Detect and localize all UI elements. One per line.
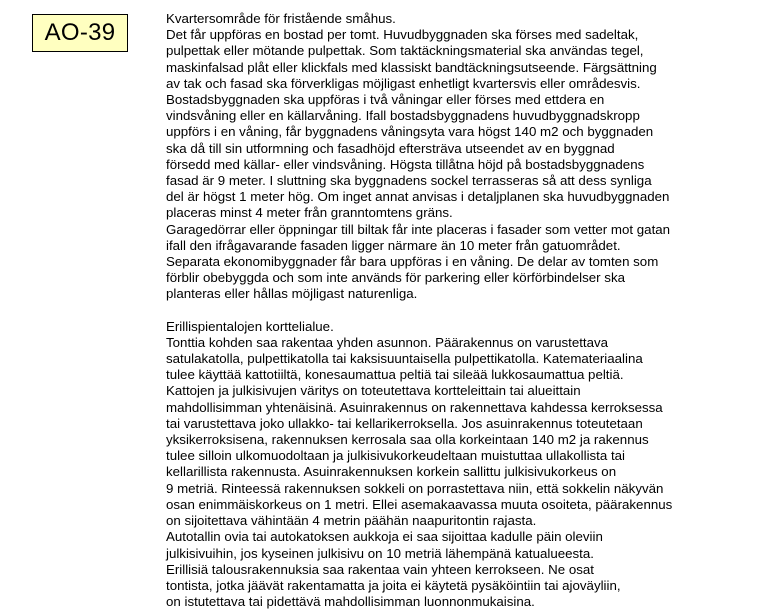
finnish-line: Autotallin ovia tai autokatoksen aukkoja ei saa sijoittaa kadulle päin oleviin — [166, 529, 603, 545]
finnish-line: tontista, jotka jäävät rakentamatta ja joita ei käytetä pysäköintiin tai ajoväyliin, — [166, 577, 621, 593]
finnish-regulation — [166, 319, 771, 611]
swedish-line: förblir obebyggda och som inte används för parkering eller körförbindelser ska — [166, 270, 625, 286]
finnish-line: mahdollisimman yhtenäisinä. Asuinrakennus on rakennettava kahdessa kerroksessa — [166, 399, 663, 415]
finnish-line: kellarillista rakennusta. Asuinrakennuksen korkein sallittu julkisivukorkeus on — [166, 464, 617, 480]
swedish-line: uppförs i en våning, får byggnadens våningsyta vara högst 140 m2 och byggnaden — [166, 124, 654, 140]
finnish-line: Erillisiä talousrakennuksia saa rakentaa vain yhteen kerrokseen. Ne osat — [166, 561, 594, 577]
finnish-heading: Erillispientalojen korttelialue. — [166, 318, 334, 334]
swedish-line: planteras eller hållas möjligast naturenliga. — [166, 286, 418, 302]
swedish-line: vindsvåning eller en källarvåning. Ifall bostadsbyggnadens huvudbyggnadskropp — [166, 108, 640, 124]
swedish-line: placeras minst 4 meter från granntomtens gräns. — [166, 205, 453, 221]
paragraph-gap — [166, 303, 771, 319]
finnish-line: tulee käyttää kattotiiltä, konesaumattua peltiä tai sileää lukkosaumattua peltiä. — [166, 367, 624, 383]
swedish-regulation — [166, 11, 771, 303]
zone-code-badge: AO-39 — [32, 14, 128, 52]
finnish-line: tai varustettava joko ullakko- tai kellarikerroksella. Jos asuinrakennus toteutetaan — [166, 415, 643, 431]
swedish-line: ifall den ifrågavarande fasaden ligger närmare än 10 meter från gatuområdet. — [166, 237, 621, 253]
finnish-line: Kattojen ja julkisivujen väritys on toteutettava kortteleittain tai alueittain — [166, 383, 581, 399]
finnish-line: osan enimmäiskorkeus on 1 metri. Ellei asemakaavassa muuta osoiteta, päärakennus — [166, 496, 673, 512]
finnish-line: tulee silloin ulkomuodoltaan ja julkisivukorkeudeltaan muistuttaa ullakollista tai — [166, 448, 625, 464]
swedish-line: Garagedörrar eller öppningar till biltak får inte placeras i fasader som vetter mot gatan — [166, 221, 671, 237]
swedish-line: maskinfalsad plåt eller klickfals med klassiskt bandtäckningsutseende. Färgsättning — [166, 59, 657, 75]
finnish-line: 9 metriä. Rinteessä rakennuksen sokkeli on porrastettava niin, että sokkelin näkyvän — [166, 480, 664, 496]
swedish-line: Det får uppföras en bostad per tomt. Huvudbyggnaden ska förses med sadeltak, — [166, 27, 639, 43]
swedish-line: Separata ekonomibyggnader får bara uppföras i en våning. De delar av tomten som — [166, 254, 659, 270]
finnish-line: on sijoitettava vähintään 4 metrin päähän naapuritontin rajasta. — [166, 513, 537, 529]
finnish-line: on istutettava tai pidettävä mahdollisimman luonnonmukaisina. — [166, 594, 535, 610]
swedish-line: Bostadsbyggnaden ska uppföras i två våningar eller förses med ettdera en — [166, 92, 605, 108]
swedish-line: av tak och fasad ska förverkligas möjligast enhetligt kvartersvis eller områdesvis. — [166, 75, 641, 91]
finnish-line: satulakatolla, pulpettikatolla tai kaksisuuntaisella pulpettikatolla. Katemateriaalina — [166, 351, 643, 367]
swedish-line: pulpettak eller mötande pulpettak. Som taktäckningsmaterial ska användas tegel, — [166, 43, 644, 59]
finnish-line: yksikerroksisena, rakennuksen kerrosala saa olla korkeintaan 140 m2 ja rakennus — [166, 432, 649, 448]
finnish-line: julkisivuihin, jos kyseinen julkisivu on 10 metriä lähempänä katualueesta. — [166, 545, 594, 561]
swedish-heading: Kvartersområde för fristående småhus. — [166, 11, 396, 26]
finnish-line: Tonttia kohden saa rakentaa yhden asunnon. Päärakennus on varustettava — [166, 334, 609, 350]
swedish-line: ska då till sin utformning och fasadhöjd eftersträva utseendet av en byggnad — [166, 140, 615, 156]
swedish-line: del är högst 1 meter hög. Om inget annat anvisas i detaljplanen ska huvudbyggnaden — [166, 189, 670, 205]
swedish-line: försedd med källar- eller vindsvåning. Högsta tillåtna höjd på bostadsbyggnadens — [166, 156, 645, 172]
regulation-text — [166, 11, 771, 610]
swedish-line: fasad är 9 meter. I sluttning ska byggnadens sockel terrasseras så att dess synliga — [166, 173, 652, 189]
